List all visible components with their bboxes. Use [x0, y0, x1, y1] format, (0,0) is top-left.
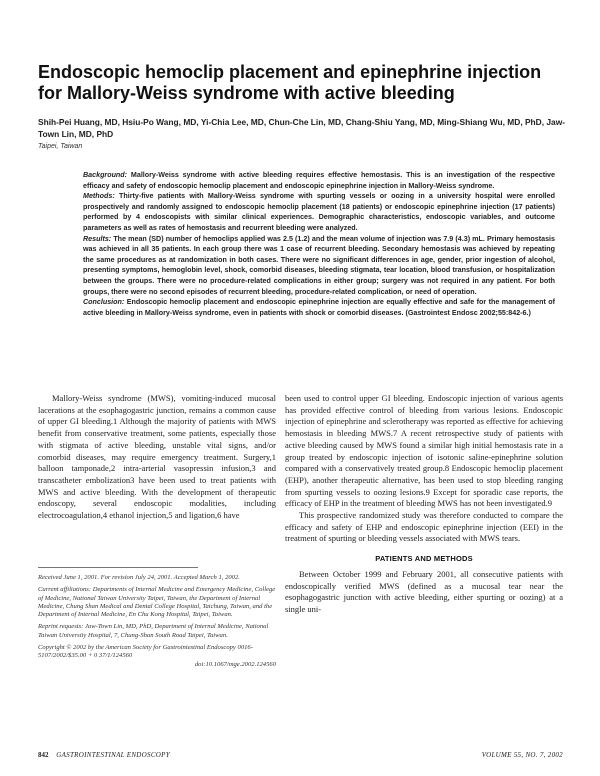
body-paragraph: Between October 1999 and February 2001, all consecutive patients with endoscopically verified MWS (defined as a mucosal tear near the esophagogastric junction with active bleeding, either spurting or oozing) at a single uni- [285, 568, 563, 614]
issn-code: 0016-5107/2002/$35.00 + 0 [38, 644, 253, 660]
author-list: Shih-Pei Huang, MD, Hsiu-Po Wang, MD, Yi-Chia Lee, MD, Chun-Che Lin, MD, Chang-Shiu Yang, MD, Ming-Shiang Wu, MD, PhD, Jaw-Town Lin, MD, PhD [38, 117, 565, 139]
current-affiliations: Current affiliations: Departments of Internal Medicine and Emergency Medicine, College of Medicine, National Taiwan University Taipei, Taiwan, the Department of Internal Medicine, Chung Shan Medical and Dental College Hospital, Taichung, Taiwan, and the Department of Internal Medicine, En Chu Kong Hospital, Taipei, Taiwan. [38, 586, 276, 619]
journal-name: GASTROINTESTINAL ENDOSCOPY [56, 751, 170, 759]
page-number: 842 [38, 751, 49, 759]
background-text: Mallory-Weiss syndrome with active bleeding requires effective hemostasis. This is an investigation of the respective efficacy and safety of endoscopic hemoclip placement and endoscopic epinephrine injection in Mallory-Weiss syndrome. [83, 171, 555, 190]
results-label: Results: [83, 234, 112, 243]
reprint-requests: Reprint requests: Jaw-Town Lin, MD, PhD, Department of Internal Medicine, National Taiwan University Hospital, 7, Chung-Shan South Road Taipei, Taiwan. [38, 623, 269, 639]
conclusion-text: Endoscopic hemoclip placement and endoscopic epinephrine injection are equally effective and safe for the management of active bleeding in Mallory-Weiss syndrome, even in patients with shock or comorbid diseases. (Gastrointest Endosc 2002;55:842-6.) [83, 298, 555, 317]
footnotes [38, 574, 276, 669]
article-code: 37/1/124560 [98, 652, 133, 660]
body-right-column [285, 393, 563, 616]
results-text: The mean (SD) number of hemoclips applied was 2.5 (1.2) and the mean volume of injection was 7.9 (4.3) mL. Primary hemostasis was achieved in all 35 patients. In each group there was 1 case of recurrent bleeding. Secondary hemostasis was achieved by repeating the same procedures as at randomization in both cases. There were no significant differences in age, gender, prior ingestion of alcohol, presenting symptoms, hemoglobin level, shock, comorbid diseases, bleeding stigmata, tear location, blood transfusion, or hospitalization between the groups. There were no procedure-related complications in either group; surgery was not required in any patient. For both groups, there were no second episodes of recurrent bleeding, procedure-related complication, or need of operation. [83, 234, 556, 296]
received-dates: Received June 1, 2001. For revision July 24, 2001. Accepted March 1, 2002. [38, 574, 240, 581]
article-title: Endoscopic hemoclip placement and epinephrine injection for Mallory-Weiss syndrome with active bleeding [38, 62, 542, 103]
body-paragraph: Mallory-Weiss syndrome (MWS), vomiting-induced mucosal lacerations at the esophagogastric junction, remains a common cause of upper GI bleeding.1 Although the majority of patients with MWS benefit from conservative treatment, some patients, especially those with stigmata of active bleeding, unstable vital signs, and/or comorbid diseases, may require emergency treatment. Surgery,1 balloon tamponade,2 intra-arterial vasopressin infusion,3 and transcatheter embolization3 have been used to treat patients with MWS and active bleeding. With the development of therapeutic endoscopy, several endoscopic modalities, including electrocoagulation,4 ethanol injection,5 and ligation,6 have [38, 393, 276, 521]
abstract-background [83, 170, 555, 191]
methods-label: Methods: [83, 192, 115, 201]
copyright-notice [38, 644, 276, 661]
body-paragraph: This prospective randomized study was therefore conducted to compare the efficacy and safety of EHP and endoscopic epinephrine injection (EEI) in the treatment of spurting or bleeding vessels associated with MWS tears. [285, 510, 563, 544]
doi-link[interactable]: doi:10.1067/mge.2002.124560 [194, 660, 276, 668]
section-heading: PATIENTS AND METHODS [375, 554, 473, 564]
body-paragraph: been used to control upper GI bleeding. Endoscopic injection of various agents has provided effective control of bleeding from various lesions. Endoscopic injection of epinephrine and sclerotherapy was reported as effective for achieving hemostasis in bleeding MWS.7 A recent retrospective study of patients with active bleeding caused by MWS found a similar high initial hemostasis rate in a group treated by endoscopic injection of isotonic saline-epinephrine solution compared with a conservatively treated group.8 Endoscopic hemoclip placement (EHP), another therapeutic alternative, has been used to stop bleeding ranging from spurting vessels to oozing lesions.9 Except for sporadic case reports, the efficacy of EHP in the treatment of bleeding MWS has not been investigated.9 [285, 393, 563, 509]
abstract-conclusion [83, 297, 555, 318]
footer-left [38, 751, 170, 759]
footnote-divider [38, 567, 198, 568]
abstract-results [83, 234, 555, 298]
conclusion-label: Conclusion: [83, 298, 125, 307]
page-footer [38, 751, 563, 759]
affiliation: Taipei, Taiwan [38, 143, 83, 150]
abstract [83, 170, 555, 318]
background-label: Background: [83, 171, 128, 179]
volume-info: VOLUME 55, NO. 7, 2002 [481, 751, 563, 759]
methods-text: Thirty-five patients with Mallory-Weiss syndrome with spurting vessels or oozing in a university hospital were enrolled prospectively and randomly assigned to endoscopic hemoclip placement (18 patients) or endoscopic epinephrine injection (17 patients) performed by 4 endoscopists with similar clinical experiences. Demographic characteristics, endoscopic variables, and outcome parameters as well as rates of hemostasis and recurrent bleeding were analyzed. [83, 192, 556, 232]
abstract-methods [83, 191, 555, 233]
body-left-column [38, 393, 276, 522]
copyright-text: Copyright © 2002 by the American Society for Gastrointestinal Endoscopy [38, 644, 236, 652]
